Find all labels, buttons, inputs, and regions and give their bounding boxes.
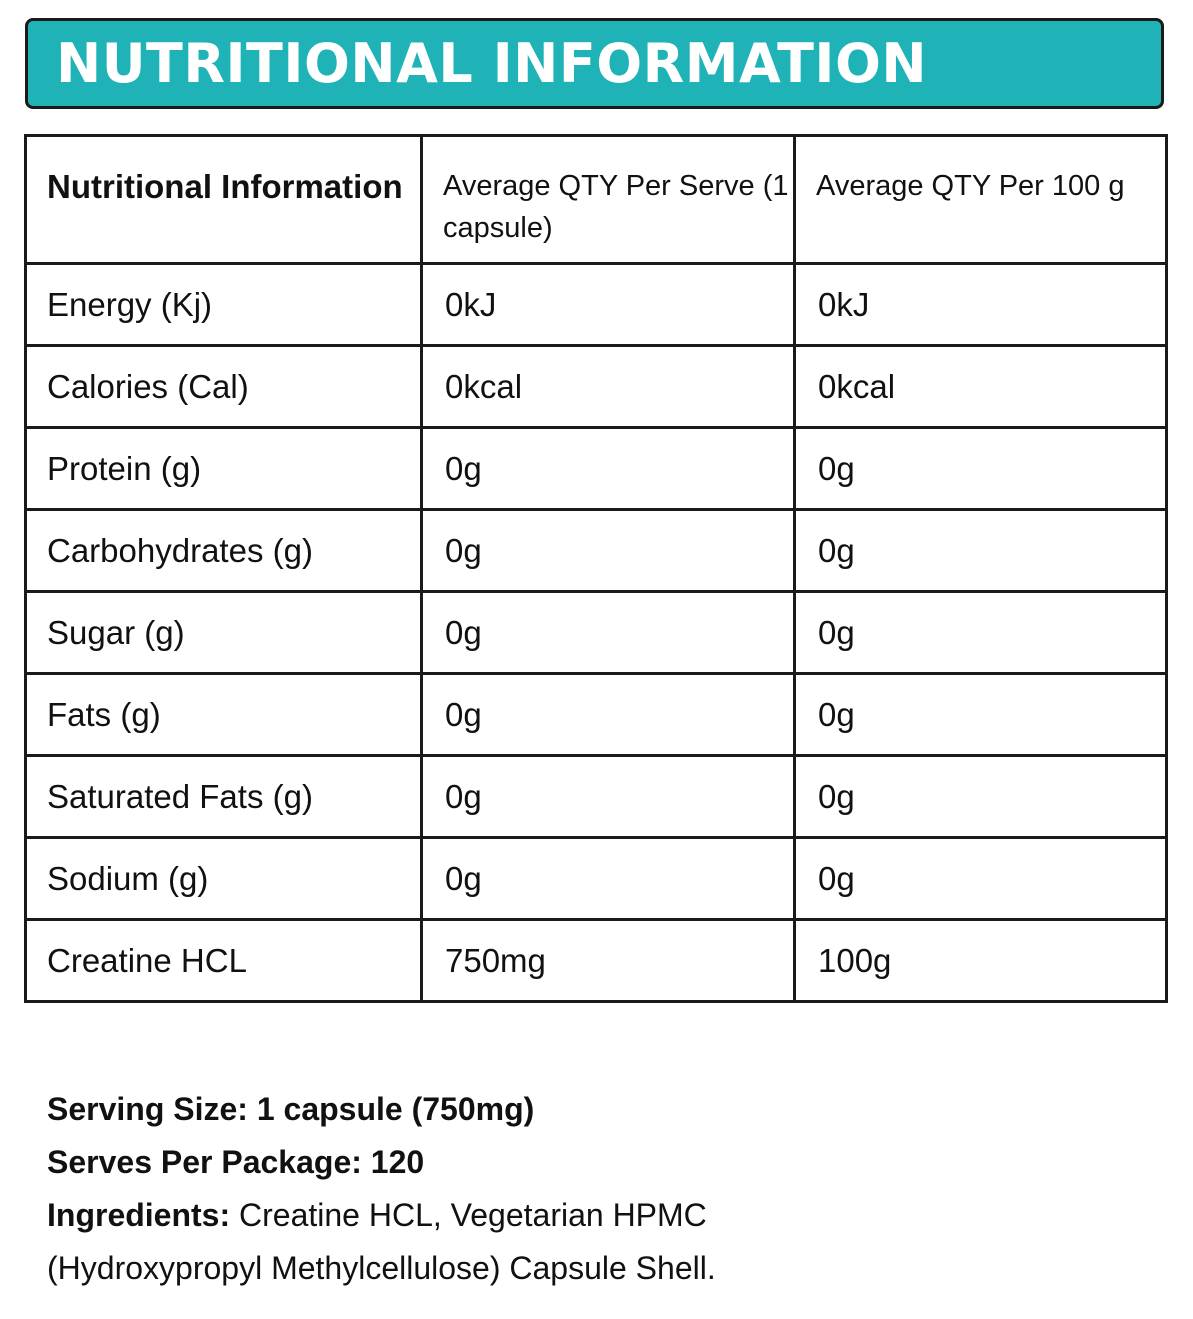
ingredients-label: Ingredients:: [47, 1197, 231, 1233]
per-100g-value: 0kcal: [795, 346, 1167, 428]
per-serve-value: 0g: [422, 756, 795, 838]
table-row: [26, 592, 1167, 674]
per-100g-value: 100g: [795, 920, 1167, 1002]
table-header-row: [26, 136, 1167, 264]
table-row: [26, 510, 1167, 592]
page-title: NUTRITIONAL INFORMATION: [56, 31, 928, 95]
per-serve-value: 0g: [422, 838, 795, 920]
product-details: [47, 1083, 1147, 1295]
ingredients-text: Creatine HCL, Vegetarian HPMC: [230, 1197, 707, 1233]
nutrition-table: [24, 134, 1168, 1003]
table-row: [26, 920, 1167, 1002]
nutrient-name: Calories (Cal): [26, 346, 422, 428]
serving-size: Serving Size: 1 capsule (750mg): [47, 1091, 535, 1127]
nutrient-name: Sodium (g): [26, 838, 422, 920]
per-serve-value: 0g: [422, 674, 795, 756]
ingredients-line-2: [47, 1242, 1147, 1295]
column-header-per-100g: Average QTY Per 100 g: [795, 136, 1167, 264]
column-header-nutrient: Nutritional Information: [26, 136, 422, 264]
nutrient-name: Sugar (g): [26, 592, 422, 674]
title-banner: [25, 18, 1164, 109]
per-100g-value: 0g: [795, 428, 1167, 510]
nutrient-name: Energy (Kj): [26, 264, 422, 346]
table-row: [26, 346, 1167, 428]
table-row: [26, 756, 1167, 838]
column-header-per-serve: Average QTY Per Serve (1 capsule): [422, 136, 795, 264]
per-100g-value: 0g: [795, 674, 1167, 756]
ingredients-text-continued: (Hydroxypropyl Methylcellulose) Capsule Shell.: [47, 1250, 716, 1286]
nutrient-name: Fats (g): [26, 674, 422, 756]
per-serve-value: 750mg: [422, 920, 795, 1002]
per-serve-value: 0kcal: [422, 346, 795, 428]
table-row: [26, 428, 1167, 510]
per-100g-value: 0kJ: [795, 264, 1167, 346]
serves-per-package: Serves Per Package: 120: [47, 1144, 425, 1180]
nutrition-table-container: [24, 134, 1165, 1003]
per-100g-value: 0g: [795, 510, 1167, 592]
per-serve-value: 0g: [422, 510, 795, 592]
table-row: [26, 674, 1167, 756]
table-row: [26, 838, 1167, 920]
table-row: [26, 264, 1167, 346]
nutrient-name: Creatine HCL: [26, 920, 422, 1002]
nutrient-name: Carbohydrates (g): [26, 510, 422, 592]
ingredients-line-1: [47, 1189, 1147, 1242]
per-serve-value: 0g: [422, 592, 795, 674]
per-100g-value: 0g: [795, 838, 1167, 920]
per-100g-value: 0g: [795, 756, 1167, 838]
per-serve-value: 0g: [422, 428, 795, 510]
per-serve-value: 0kJ: [422, 264, 795, 346]
nutrient-name: Protein (g): [26, 428, 422, 510]
per-100g-value: 0g: [795, 592, 1167, 674]
nutrient-name: Saturated Fats (g): [26, 756, 422, 838]
